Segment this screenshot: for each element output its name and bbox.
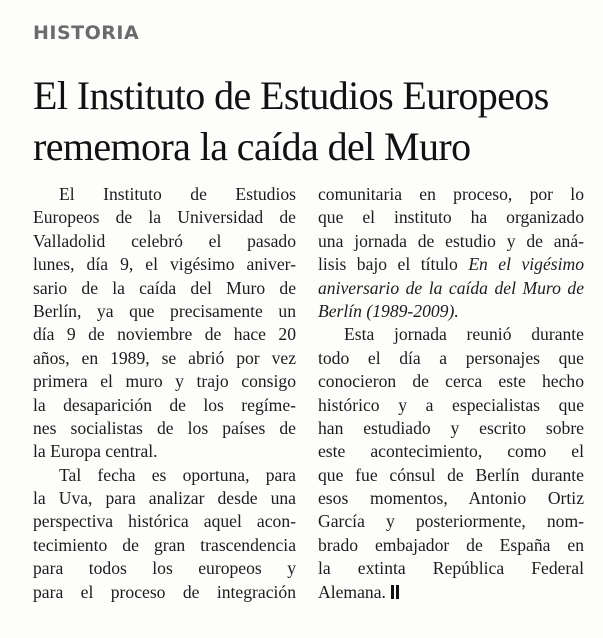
text-line: la Europa central. <box>33 441 158 462</box>
text-line: la Uva, para analizar desde una <box>33 488 296 509</box>
text-line: García y posteriormente, nom- <box>318 511 584 532</box>
text-line: Berlín, ya que precisamente un <box>33 300 296 321</box>
event-title-part: Berlín (1989-2009). <box>318 300 459 321</box>
text-line: primera el muro y trajo consigo <box>33 371 296 392</box>
event-title-part: En el vigésimo <box>468 254 584 275</box>
headline-line: El Instituto de Estudios Europeos <box>33 73 549 118</box>
text-line: que fue cónsul de Berlín durante <box>318 464 584 485</box>
text-line: Tal fecha es oportuna, para <box>59 464 296 485</box>
event-title-part: aniversario de la caída del Muro de <box>318 277 584 298</box>
end-of-article-mark <box>391 585 394 599</box>
text-line: Valladolid celebró el pasado <box>33 230 296 251</box>
text-line: Esta jornada reunió durante <box>344 324 584 345</box>
text-line: la desaparición de los regíme- <box>33 394 296 415</box>
article-column-left <box>33 183 296 604</box>
text-line: la extinta República Federal <box>318 558 584 579</box>
text-line: brado embajador de España en <box>318 534 584 555</box>
text-line: conocieron de cerca este hecho <box>318 371 584 392</box>
text-fragment: Alemana. <box>318 581 386 602</box>
text-line <box>318 253 584 276</box>
text-line: histórico y a especialistas que <box>318 394 584 415</box>
text-line <box>318 581 584 604</box>
text-line: para todos los europeos y <box>33 558 296 579</box>
text-line: años, en 1989, se abrió por vez <box>33 347 296 368</box>
text-line: El Instituto de Estudios <box>59 184 296 204</box>
text-line: todo el día a personajes que <box>318 347 584 368</box>
text-line: una jornada de estudio y de aná- <box>318 230 584 251</box>
text-line: Europeos de la Universidad de <box>33 207 296 228</box>
text-fragment: lisis bajo el título <box>318 254 458 275</box>
text-line: han estudiado y escrito sobre <box>318 417 584 438</box>
article-column-right <box>318 183 584 604</box>
text-line: para el proceso de integración <box>33 581 296 602</box>
text-line: perspectiva histórica aquel acon- <box>33 511 296 532</box>
text-line: comunitaria en proceso, por lo <box>318 184 584 204</box>
text-line: que el instituto ha organizado <box>318 207 584 228</box>
text-line: día 9 de noviembre de hace 20 <box>33 324 296 345</box>
headline-line: rememora la caída del Muro <box>33 124 471 169</box>
headline <box>33 70 593 172</box>
text-line: esos momentos, Antonio Ortiz <box>318 488 584 509</box>
text-line: lunes, día 9, el vigésimo aniver- <box>33 254 296 275</box>
text-line: nes socialistas de los países de <box>33 417 296 438</box>
section-label: HISTORIA <box>33 22 140 44</box>
text-line: sario de la caída del Muro de <box>33 277 296 298</box>
text-line: tecimiento de gran trascendencia <box>33 534 296 555</box>
text-line: este acontecimiento, como el <box>318 441 584 462</box>
